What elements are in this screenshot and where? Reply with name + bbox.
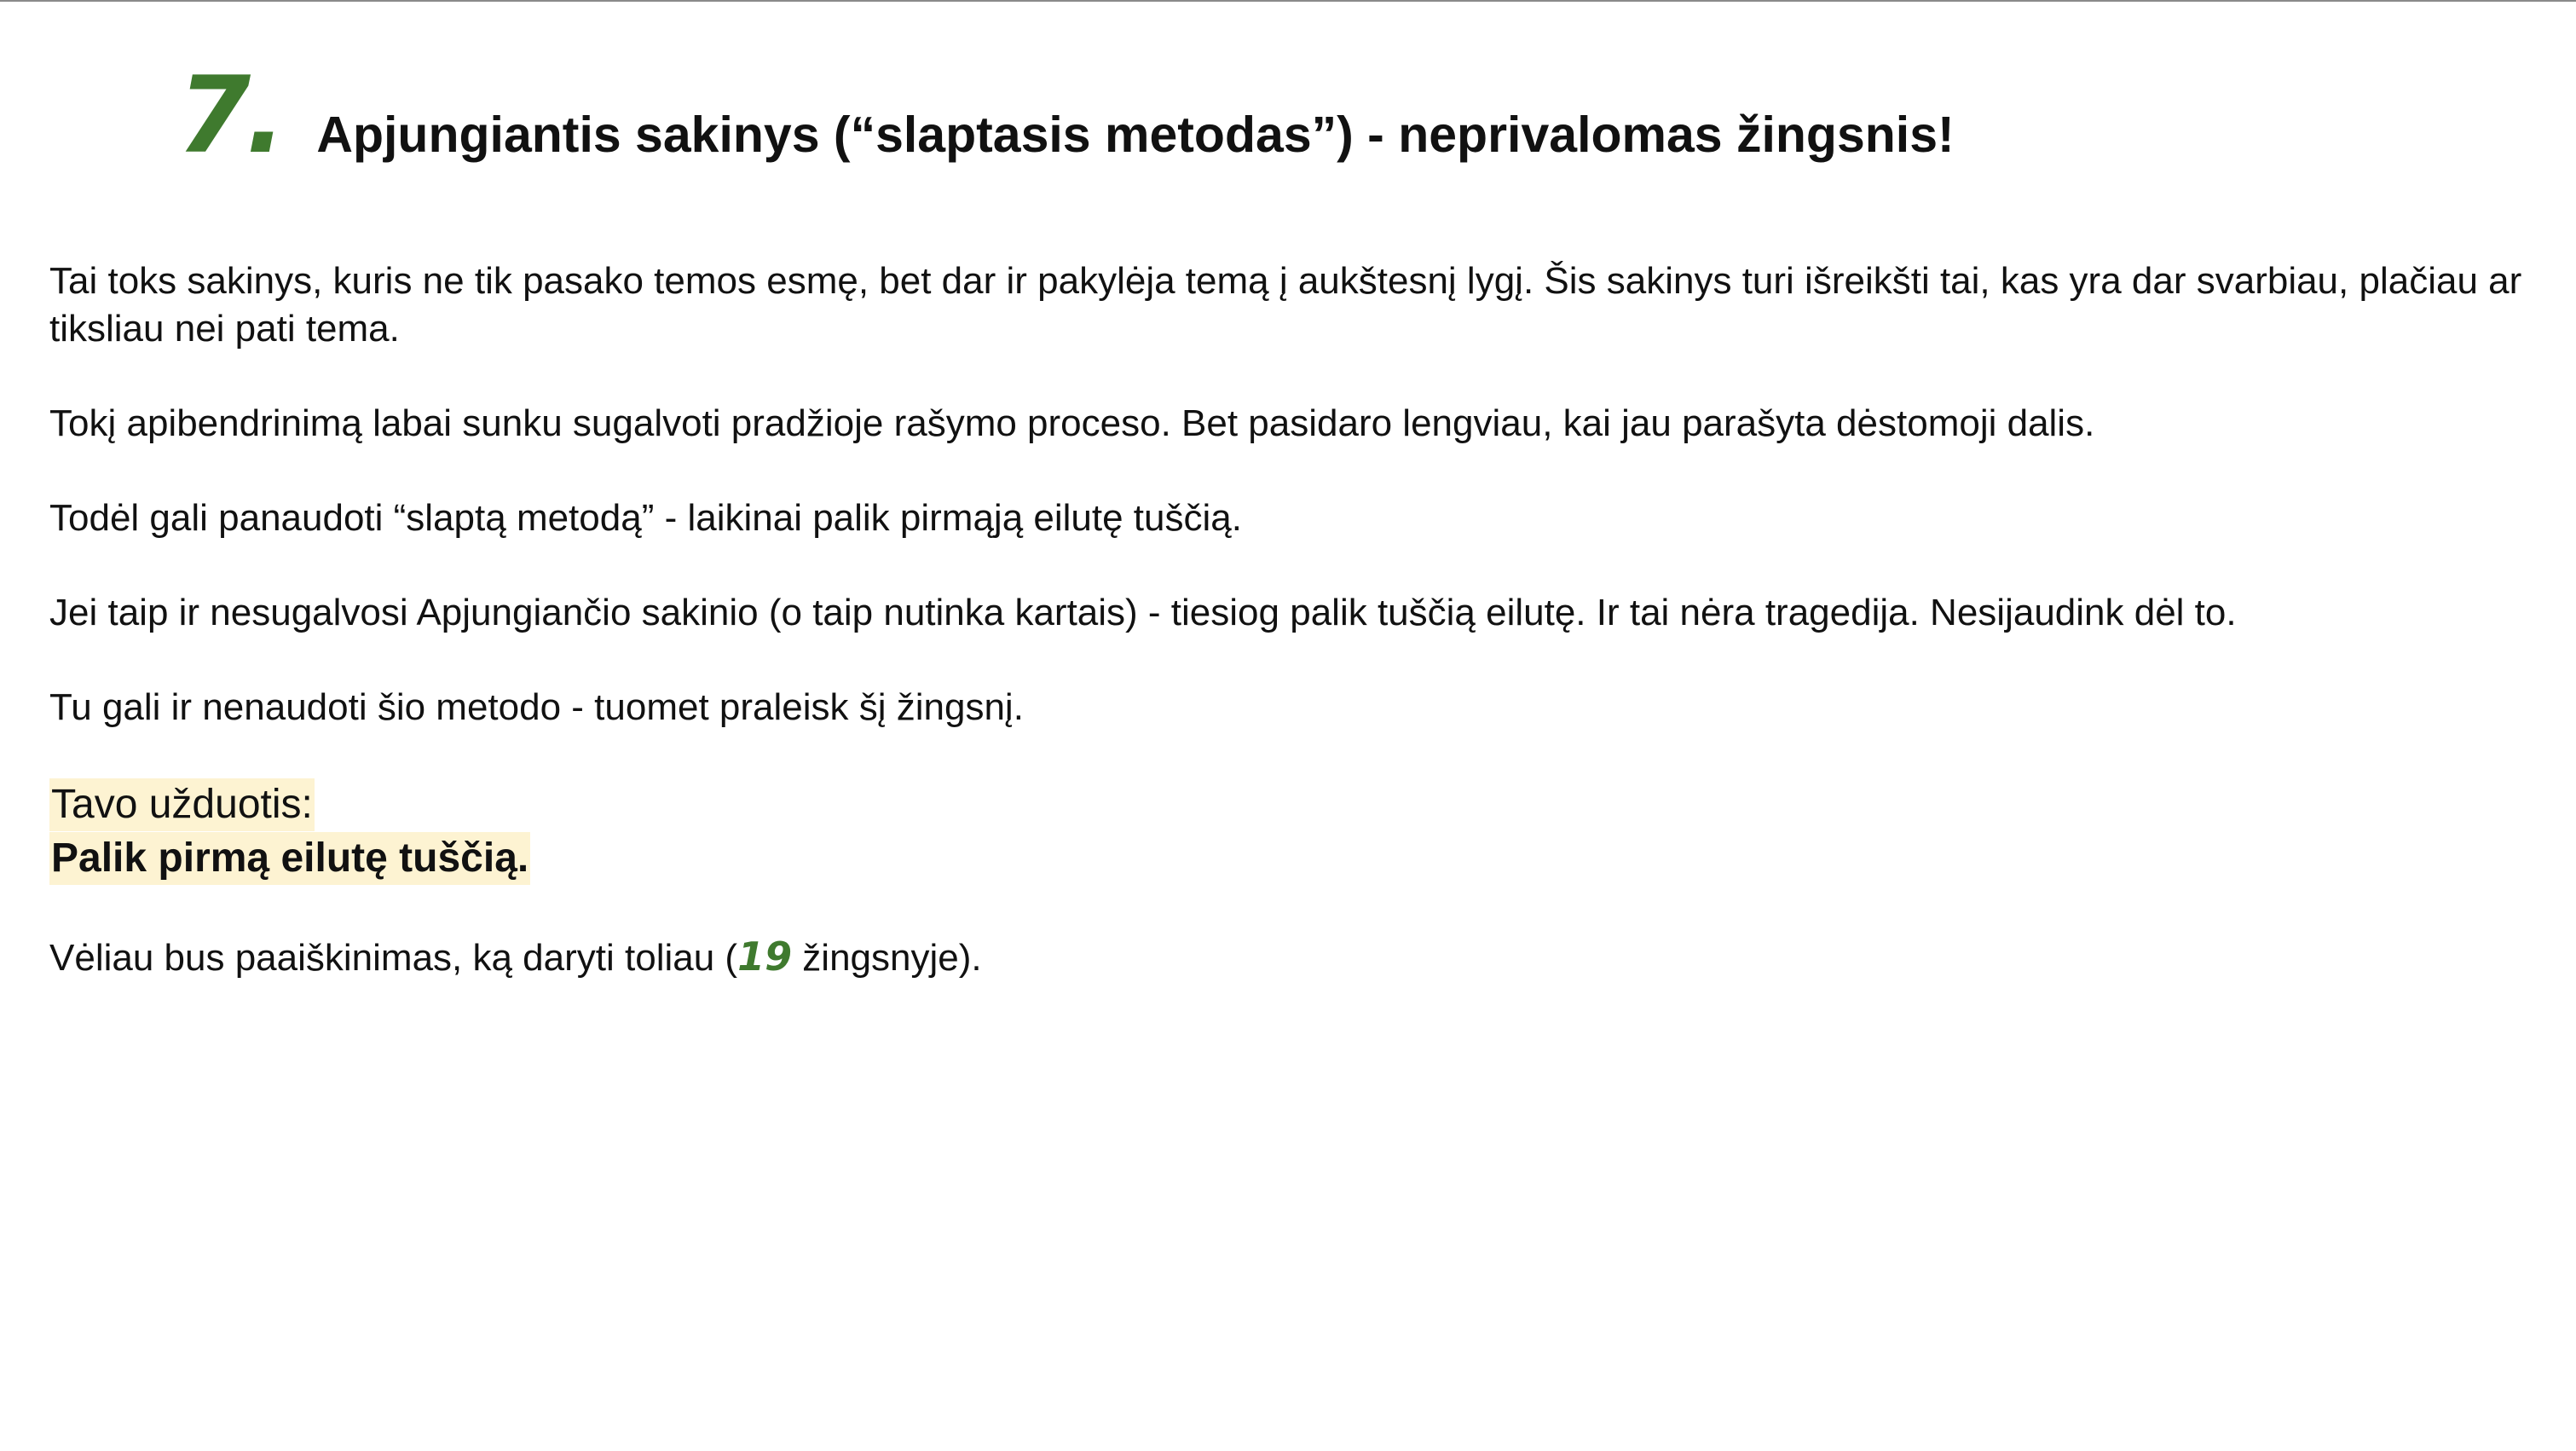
task-text: Palik pirmą eilutę tuščią. [49, 832, 530, 885]
paragraph-definition: Tai toks sakinys, kuris ne tik pasako temos esmę, bet dar ir pakylėja temą į aukštesnį lygį. Šis sakinys turi išreikšti tai, kas yra dar svarbiau, plačiau ar tiksliau nei pati tema. [49, 260, 2522, 350]
document-body [49, 257, 2538, 1029]
section-title: Apjungiantis sakinys (“slaptasis metodas”) - neprivalomas žingsnis! [316, 107, 1955, 163]
task-label: Tavo užduotis: [49, 778, 315, 831]
next-step-text-before: Vėliau bus paaiškinimas, ką daryti toliau ( [49, 937, 738, 979]
section-heading [177, 55, 1955, 177]
paragraph-reassurance: Jei taip ir nesugalvosi Apjungiančio sakinio (o taip nutinka kartais) - tiesiog palik tuščią eilutę. Ir tai nėra tragedija. Nesijaudink dėl to. [49, 592, 2237, 633]
step-reference-number: 19 [737, 934, 793, 980]
paragraph-secret-method: Todėl gali panaudoti “slaptą metodą” - laikinai palik pirmąją eilutę tuščią. [49, 497, 1242, 539]
next-step-text-after: žingsnyje). [792, 937, 982, 979]
paragraph-optional: Tu gali ir nenaudoti šio metodo - tuomet praleisk šį žingsnį. [49, 686, 1024, 728]
paragraph-difficulty: Tokį apibendrinimą labai sunku sugalvoti pradžioje rašymo proceso. Bet pasidaro lengviau, kai jau parašyta dėstomoji dalis. [49, 402, 2095, 444]
paragraph-next-step [49, 933, 2538, 982]
task-callout [49, 778, 2538, 886]
step-number: 7. [177, 55, 281, 177]
